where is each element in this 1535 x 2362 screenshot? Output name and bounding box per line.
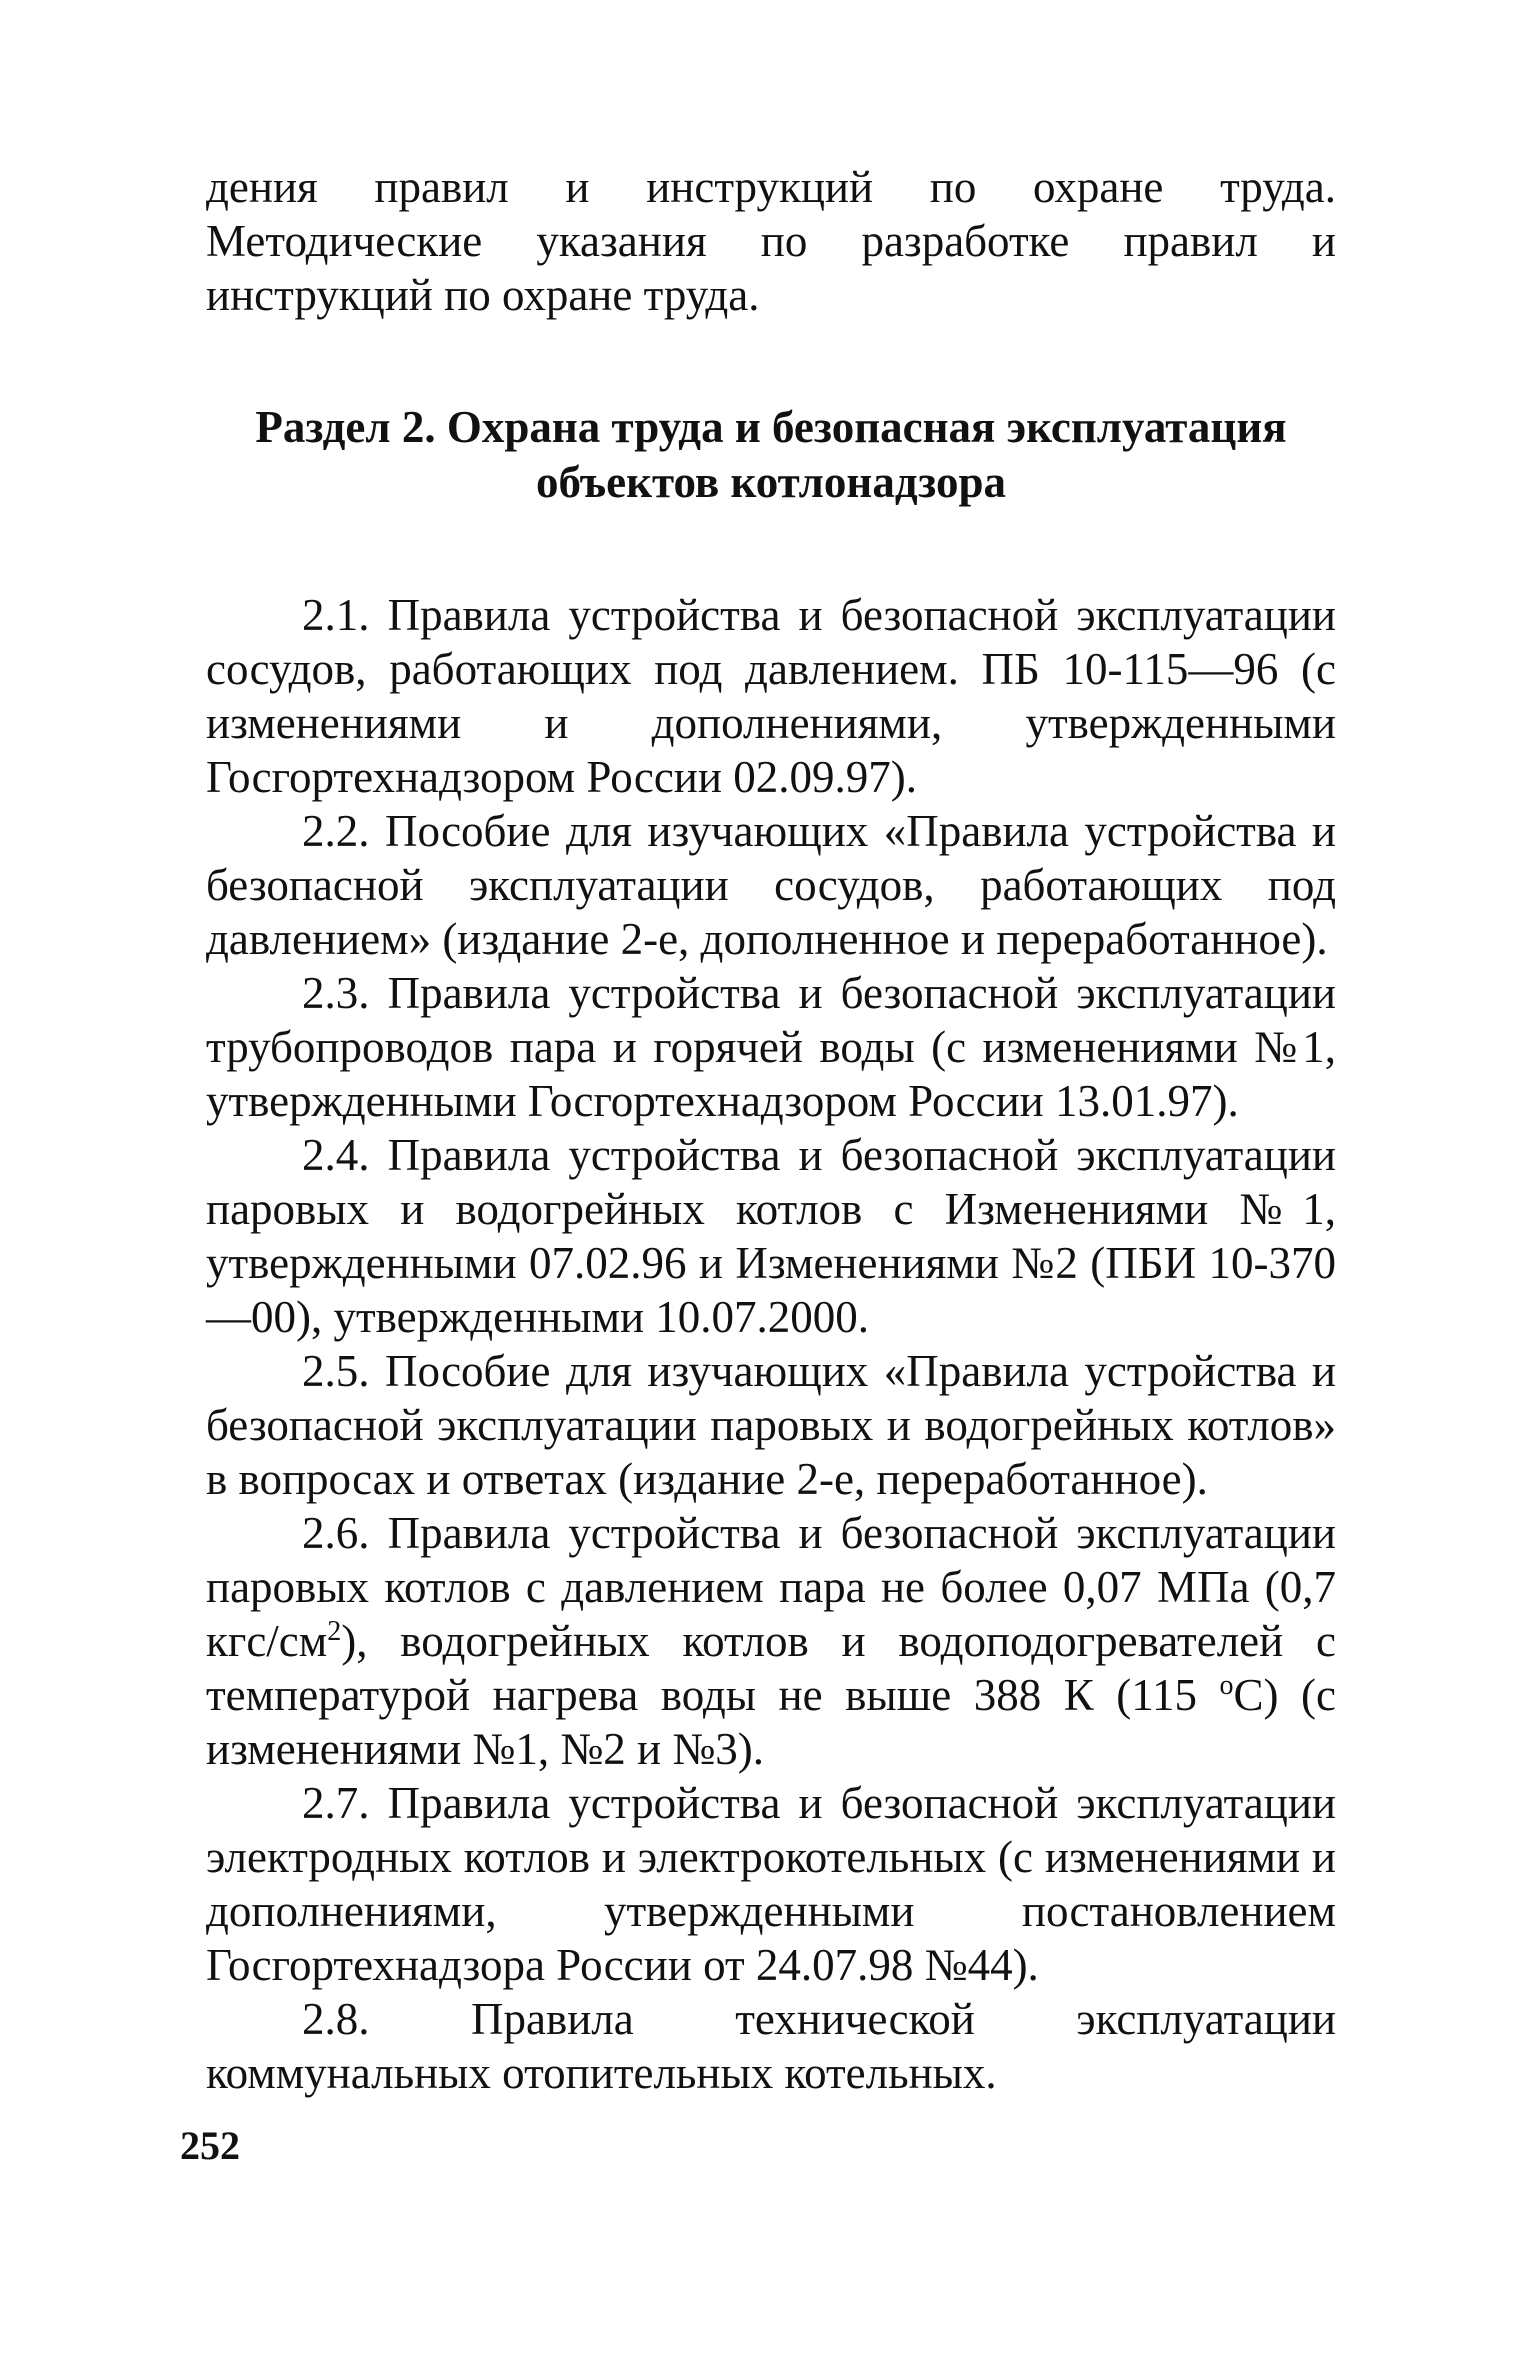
item-2-6-superscript: 2 — [327, 1616, 342, 1647]
list-item: 2.1. Правила устройства и безопасной эксплуатации сосудов, работающих под давлением. ПБ 10-115—96 (с изменениями и дополнениями, утвержденными Госгортехнадзором России 02.09.97). — [206, 590, 1336, 802]
list-item-2-6 — [206, 1506, 1336, 1776]
list-item: 2.8. Правила технической эксплуатации коммунальных отопительных котельных. — [206, 1994, 1336, 2098]
item-2-6-text-1: 2.6. Правила устройства и безопасной эксплуатации паровых котлов с давлением пара не более 0,07 МПа (0,7 кгс/см — [206, 1508, 1336, 1666]
list-item: 2.3. Правила устройства и безопасной эксплуатации трубопроводов пара и горячей воды (с изменениями №1, утвержденными Госгортехнадзором России 13.01.97). — [206, 968, 1336, 1126]
item-2-6-text-3: С) (с изменениями №1, №2 и №3). — [206, 1670, 1336, 1774]
list-item: 2.2. Пособие для изучающих «Правила устройства и безопасной эксплуатации сосудов, работающих под давлением» (издание 2-е, дополненное и переработанное). — [206, 806, 1336, 964]
item-2-6-degree: о — [1219, 1670, 1234, 1701]
list-item: 2.4. Правила устройства и безопасной эксплуатации паровых и водогрейных котлов с Изменениями №1, утвержденными 07.02.96 и Изменениями №2 (ПБИ 10-370—00), утвержденными 10.07.2000. — [206, 1130, 1336, 1342]
page-number: 252 — [180, 2123, 240, 2168]
section-heading — [206, 400, 1336, 510]
intro-paragraph: дения правил и инструкций по охране труда. Методические указания по разработке правил и инструкций по охране труда. — [206, 162, 1336, 320]
section-heading-line-2: объектов котлонадзора — [535, 457, 1007, 507]
page-body — [206, 160, 1336, 2100]
item-2-6-text-2: ), водогрейных котлов и водоподогревателей с температурой нагрева воды не выше 388 К (115 — [206, 1616, 1336, 1720]
list-item: 2.5. Пособие для изучающих «Правила устройства и безопасной эксплуатации паровых и водогрейных котлов» в вопросах и ответах (издание 2-е, переработанное). — [206, 1346, 1336, 1504]
list-item: 2.7. Правила устройства и безопасной эксплуатации электродных котлов и электрокотельных (с изменениями и дополнениями, утвержденными постановлением Госгортехнадзора России от 24.07.98 №44). — [206, 1778, 1336, 1990]
section-heading-line-1: Раздел 2. Охрана труда и безопасная эксплуатация — [255, 402, 1287, 452]
